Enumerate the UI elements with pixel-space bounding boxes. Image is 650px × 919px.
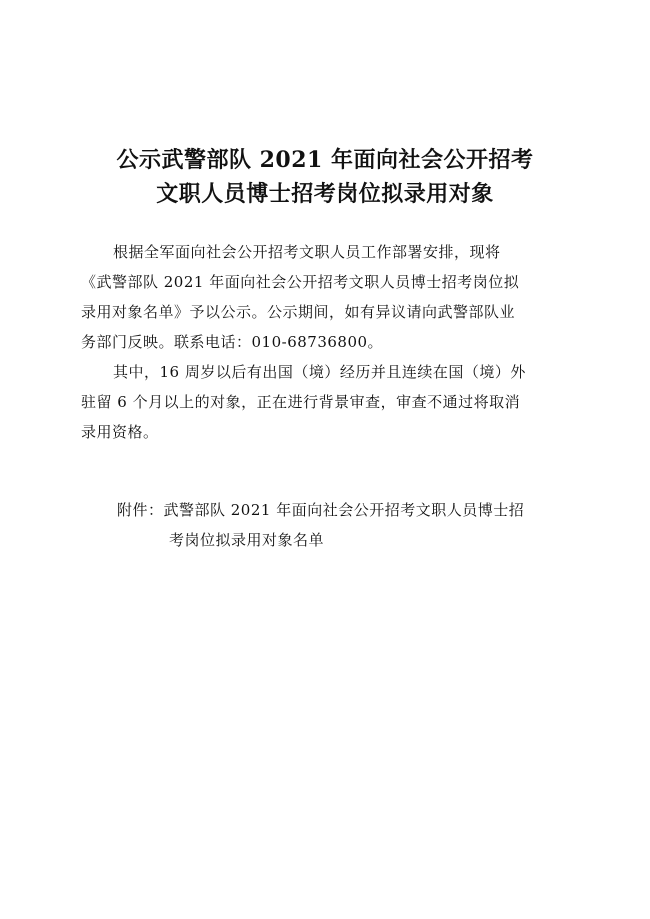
attachment-line-2: 考岗位拟录用对象名单	[169, 531, 325, 549]
paragraph-line: 录用资格。	[81, 423, 159, 441]
document-title	[0, 143, 650, 211]
paragraph-line: 录用对象名单》予以公示。公示期间，如有异议请向武警部队业	[81, 303, 516, 321]
attachment-line-1: 附件：武警部队 2021 年面向社会公开招考文职人员博士招	[117, 501, 525, 519]
attachment-note	[117, 495, 587, 555]
title-line-2: 文职人员博士招考岗位拟录用对象	[156, 181, 494, 207]
document-body	[81, 237, 571, 447]
paragraph-line: 驻留 6 个月以上的对象，正在进行背景审查，审查不通过将取消	[81, 393, 521, 411]
paragraph-line: 其中，16 周岁以后有出国（境）经历并且连续在国（境）外	[113, 363, 526, 381]
paragraph-line: 根据全军面向社会公开招考文职人员工作部署安排，现将	[113, 243, 501, 261]
paragraph-background-check	[81, 357, 571, 447]
paragraph-notice	[81, 237, 571, 357]
title-line-1: 公示武警部队 2021 年面向社会公开招考	[116, 147, 534, 173]
paragraph-line: 务部门反映。联系电话：010-68736800。	[81, 333, 384, 351]
paragraph-line: 《武警部队 2021 年面向社会公开招考文职人员博士招考岗位拟	[81, 273, 520, 291]
